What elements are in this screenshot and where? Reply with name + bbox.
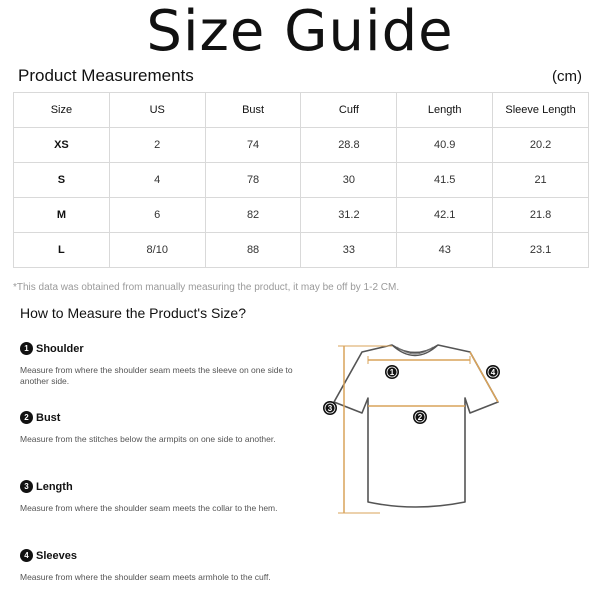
cell-size: S (14, 163, 110, 198)
table-row (14, 163, 589, 198)
table-row (14, 233, 589, 268)
marker-label: 2 (417, 413, 423, 422)
number-badge-icon: 3 (20, 480, 33, 493)
number-badge-icon: 2 (20, 411, 33, 424)
step-description: Measure from where the shoulder seam meets the sleeve on one side to another side. (20, 365, 293, 386)
tshirt-diagram (320, 330, 510, 520)
cell-bust: 82 (205, 198, 301, 233)
cell-us: 4 (109, 163, 205, 198)
section-title-measurements: Product Measurements (18, 66, 194, 85)
cell-length: 40.9 (397, 128, 493, 163)
cell-cuff: 28.8 (301, 128, 397, 163)
header-bust: Bust (205, 93, 301, 128)
header-length: Length (397, 93, 493, 128)
step-label: Sleeves (36, 549, 77, 562)
header-size: Size (14, 93, 110, 128)
cell-bust: 78 (205, 163, 301, 198)
table-row (14, 128, 589, 163)
step-sleeves (20, 549, 295, 583)
marker-label: 1 (389, 368, 395, 377)
cell-size: XS (14, 128, 110, 163)
cell-bust: 74 (205, 128, 301, 163)
cell-length: 43 (397, 233, 493, 268)
cell-cuff: 31.2 (301, 198, 397, 233)
marker-4 (486, 365, 500, 379)
unit-label: (cm) (552, 68, 582, 85)
size-table (13, 92, 589, 268)
howto-title: How to Measure the Product's Size? (20, 305, 247, 321)
cell-sleeve-length: 21 (493, 163, 589, 198)
header-sleeve-length: Sleeve Length (493, 93, 589, 128)
step-bust (20, 411, 295, 445)
header-us: US (109, 93, 205, 128)
cell-sleeve-length: 23.1 (493, 233, 589, 268)
header-cuff: Cuff (301, 93, 397, 128)
step-label: Shoulder (36, 342, 84, 355)
step-description: Measure from where the shoulder seam meets armhole to the cuff. (20, 572, 271, 582)
cell-cuff: 30 (301, 163, 397, 198)
step-description: Measure from the stitches below the armpits on one side to another. (20, 434, 276, 444)
cell-sleeve-length: 21.8 (493, 198, 589, 233)
step-label: Bust (36, 411, 61, 424)
number-badge-icon: 4 (20, 549, 33, 562)
tshirt-outline-icon (334, 345, 498, 507)
cell-bust: 88 (205, 233, 301, 268)
marker-label: 4 (490, 368, 496, 377)
cell-us: 6 (109, 198, 205, 233)
cell-us: 2 (109, 128, 205, 163)
number-badge-icon: 1 (20, 342, 33, 355)
cell-us: 8/10 (109, 233, 205, 268)
step-description: Measure from where the shoulder seam meets the collar to the hem. (20, 503, 278, 513)
measurement-note: *This data was obtained from manually measuring the product, it may be off by 1-2 CM. (13, 282, 400, 293)
step-length (20, 480, 295, 514)
marker-label: 3 (327, 404, 333, 413)
cell-cuff: 33 (301, 233, 397, 268)
marker-2 (413, 410, 427, 424)
step-label: Length (36, 480, 73, 493)
cell-size: L (14, 233, 110, 268)
table-header-row (14, 93, 589, 128)
cell-sleeve-length: 20.2 (493, 128, 589, 163)
step-shoulder (20, 342, 295, 387)
cell-size: M (14, 198, 110, 233)
table-row (14, 198, 589, 233)
cell-length: 41.5 (397, 163, 493, 198)
marker-1 (385, 365, 399, 379)
marker-3 (323, 401, 337, 415)
page-title: Size Guide (146, 0, 454, 64)
cell-length: 42.1 (397, 198, 493, 233)
